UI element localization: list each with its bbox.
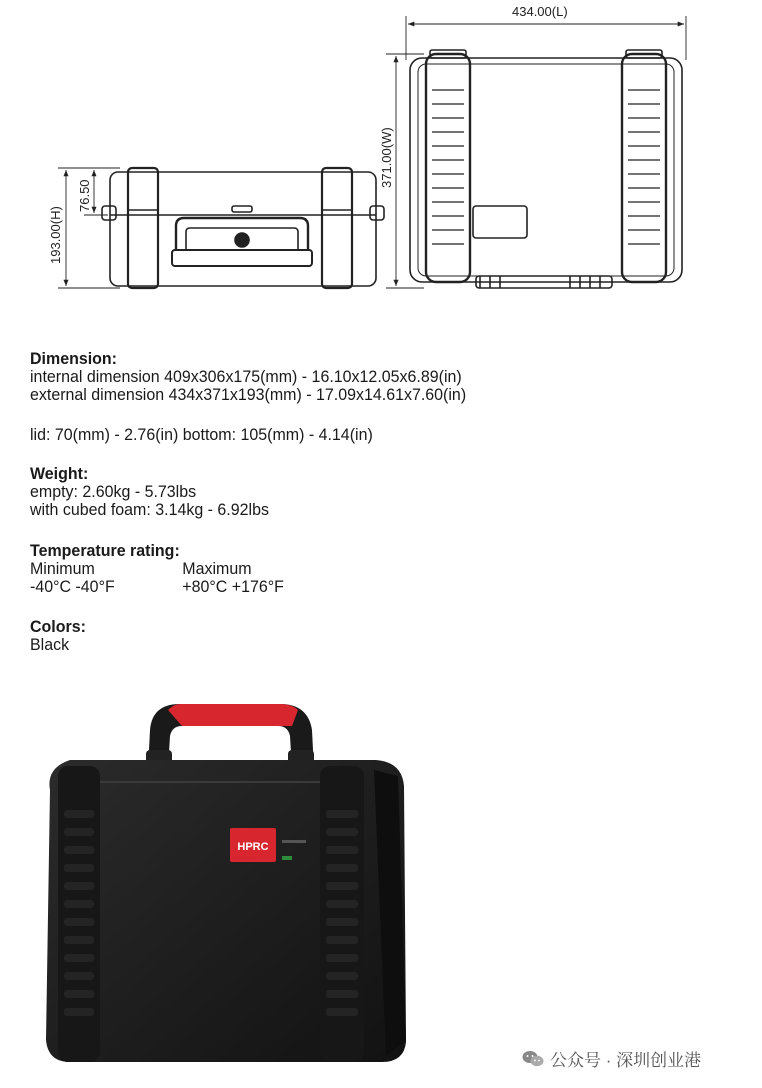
temperature-section <box>30 542 284 596</box>
weight-empty: empty: 2.60kg - 5.73lbs <box>30 482 197 501</box>
lid-label: 76.50 <box>77 179 92 212</box>
length-label: 434.00(L) <box>512 4 568 19</box>
watermark <box>522 1046 701 1071</box>
colors-section <box>30 618 86 654</box>
weight-foam: with cubed foam: 3.14kg - 6.92lbs <box>30 500 269 519</box>
dimension-section <box>30 350 466 404</box>
height-label: 193.00(H) <box>48 206 63 264</box>
width-label: 371.00(W) <box>379 127 394 188</box>
dimension-heading: Dimension: <box>30 349 118 368</box>
weight-heading: Weight: <box>30 464 89 483</box>
temperature-min-label: Minimum <box>30 559 95 578</box>
side-view <box>102 168 384 288</box>
temperature-min-value: -40°C -40°F <box>30 577 115 596</box>
colors-heading: Colors: <box>30 617 86 636</box>
temperature-heading: Temperature rating: <box>30 541 180 560</box>
weight-section <box>30 465 269 519</box>
temperature-max-label: Maximum <box>182 559 252 578</box>
top-view <box>410 50 682 288</box>
wechat-icon <box>522 1050 544 1068</box>
lid-bottom-text: lid: 70(mm) - 2.76(in) bottom: 105(mm) - 4.14(in) <box>30 425 373 444</box>
logo-text: HPRC <box>237 841 269 853</box>
internal-dimension: internal dimension 409x306x175(mm) - 16.10x12.05x6.89(in) <box>30 367 462 386</box>
external-dimension: external dimension 434x371x193(mm) - 17.09x14.61x7.60(in) <box>30 385 467 404</box>
watermark-text: 公众号 · 深圳创业港 <box>550 1051 702 1070</box>
lid-bottom-section <box>30 426 373 444</box>
colors-value: Black <box>30 635 70 654</box>
technical-drawing <box>0 0 762 300</box>
temperature-max-value: +80°C +176°F <box>182 577 284 596</box>
product-image <box>30 690 430 1070</box>
